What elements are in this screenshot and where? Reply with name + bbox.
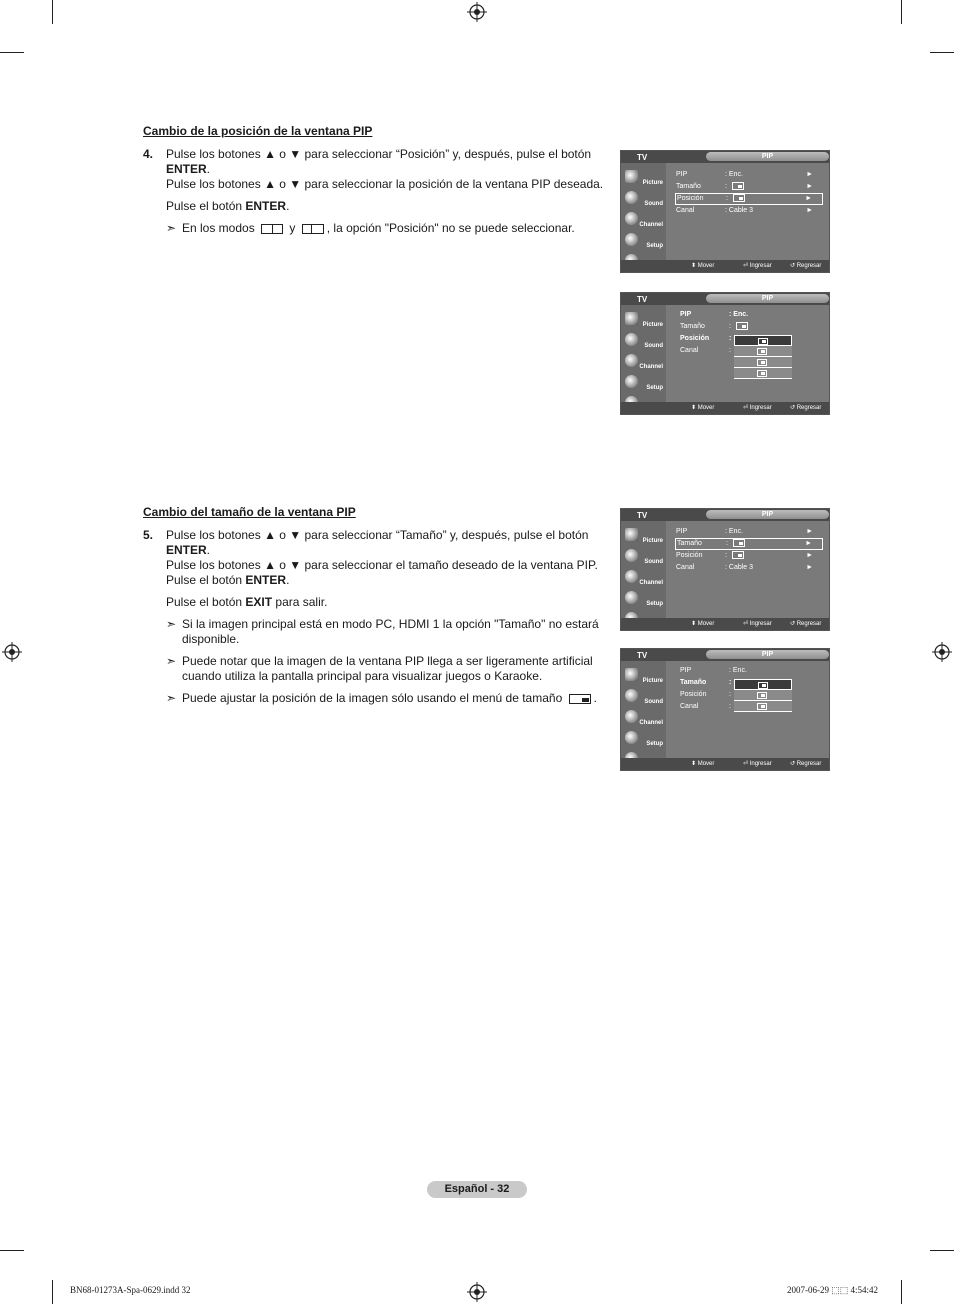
osd-row-position: Posición : ► bbox=[675, 193, 823, 205]
crop-mark bbox=[930, 1250, 954, 1251]
note-arrow-icon: ➣ bbox=[166, 654, 177, 668]
note: ➣ Puede notar que la imagen de la ventana PIP llega a ser ligeramente artificial cuando utiliza la pantalla principal para visualizar juegos o Karaoke. bbox=[166, 654, 593, 683]
osd-side-setup: Setup bbox=[623, 589, 665, 608]
osd-side-picture: Picture bbox=[623, 666, 665, 685]
sound-icon bbox=[625, 333, 638, 346]
osd-row-position: Posición : bbox=[680, 691, 731, 698]
osd-menu bbox=[675, 526, 823, 574]
osd-side-setup: Setup bbox=[623, 373, 665, 392]
osd-nav-back: ↺ Regresar bbox=[790, 263, 822, 269]
registration-mark-icon bbox=[932, 642, 952, 662]
osd-screen-size bbox=[620, 508, 830, 631]
osd-tv-label: TV bbox=[637, 651, 648, 660]
picture-icon bbox=[625, 170, 638, 183]
step-5 bbox=[143, 528, 608, 706]
position-top-left-icon bbox=[757, 348, 767, 355]
osd-side-setup: Setup bbox=[623, 231, 665, 250]
osd-side-channel: Channel bbox=[623, 210, 665, 229]
osd-row-size: Tamaño : ► bbox=[675, 538, 823, 550]
osd-row-pip: PIP : Enc. ► bbox=[676, 528, 813, 535]
osd-sidebar bbox=[621, 521, 666, 618]
file-slug: BN68-01273A-Spa-0629.indd 32 bbox=[70, 1285, 191, 1295]
osd-nav-enter: ⏎ Ingresar bbox=[743, 263, 772, 269]
pip-position-icon bbox=[732, 551, 744, 559]
osd-sidebar bbox=[621, 661, 666, 758]
osd-sidebar bbox=[621, 305, 666, 402]
sound-icon bbox=[625, 191, 638, 204]
picture-icon bbox=[625, 668, 638, 681]
osd-position-dropdown bbox=[734, 335, 792, 379]
osd-row-size: Tamaño : bbox=[680, 679, 732, 686]
channel-icon bbox=[625, 212, 638, 225]
date-slug: 2007-06-29 ⬚⬚ 4:54:42 bbox=[787, 1285, 879, 1295]
osd-nav-back: ↺ Regresar bbox=[790, 761, 822, 767]
sound-icon bbox=[625, 689, 638, 702]
note-arrow-icon: ➣ bbox=[166, 221, 177, 235]
osd-menu bbox=[675, 169, 823, 217]
osd-tv-label: TV bbox=[637, 153, 648, 162]
osd-top-bar bbox=[621, 509, 829, 521]
osd-pip-tab: PIP bbox=[706, 650, 829, 659]
osd-side-picture: Picture bbox=[623, 310, 665, 329]
step-line: Pulse los botones ▲ o ▼ para seleccionar el tamaño deseado de la ventana PIP. Pulse el botón ENTER. bbox=[166, 558, 598, 587]
note: ➣ En los modos y , la opción "Posición" no se puede seleccionar. bbox=[166, 221, 575, 235]
osd-row-pip: PIP : Enc. ► bbox=[676, 171, 813, 178]
registration-mark-icon bbox=[2, 642, 22, 662]
dropdown-option bbox=[734, 679, 792, 690]
osd-nav-back: ↺ Regresar bbox=[790, 621, 822, 627]
osd-pip-tab: PIP bbox=[706, 294, 829, 303]
note-arrow-icon: ➣ bbox=[166, 691, 177, 705]
osd-nav-back: ↺ Regresar bbox=[790, 405, 822, 411]
crop-mark bbox=[901, 1280, 902, 1304]
step-number: 5. bbox=[143, 528, 154, 542]
channel-icon bbox=[625, 570, 638, 583]
pip-size-icon bbox=[733, 539, 745, 547]
channel-icon bbox=[625, 710, 638, 723]
section-title-position: Cambio de la posición de la ventana PIP bbox=[143, 124, 373, 138]
osd-tv-label: TV bbox=[637, 295, 648, 304]
dropdown-option bbox=[734, 346, 792, 357]
step-line: Pulse los botones ▲ o ▼ para seleccionar “Posición” y, después, pulse el botón ENTER. bbox=[166, 147, 592, 176]
setup-icon bbox=[625, 233, 638, 246]
osd-bottom-bar bbox=[621, 402, 829, 414]
osd-side-sound: Sound bbox=[623, 547, 665, 566]
osd-top-bar bbox=[621, 151, 829, 163]
pip-small-size-icon bbox=[569, 694, 591, 704]
osd-top-bar bbox=[621, 293, 829, 305]
osd-nav-move: ⬍ Mover bbox=[691, 405, 715, 411]
picture-icon bbox=[625, 312, 638, 325]
osd-row-channel: Canal : bbox=[680, 703, 731, 710]
note-arrow-icon: ➣ bbox=[166, 617, 177, 631]
channel-icon bbox=[625, 354, 638, 367]
osd-nav-enter: ⏎ Ingresar bbox=[743, 761, 772, 767]
setup-icon bbox=[625, 731, 638, 744]
osd-row-size: Tamaño : ► bbox=[676, 183, 813, 190]
note: ➣ Si la imagen principal está en modo PC, HDMI 1 la opción "Tamaño" no estará disponible. bbox=[166, 617, 599, 646]
osd-row-pip: PIP : Enc. bbox=[680, 667, 747, 674]
step-line: Pulse el botón ENTER. bbox=[166, 199, 290, 213]
osd-side-channel: Channel bbox=[623, 708, 665, 727]
step-line: Pulse los botones ▲ o ▼ para seleccionar “Tamaño” y, después, pulse el botón ENTER. bbox=[166, 528, 589, 557]
pip-size-icon bbox=[736, 322, 748, 330]
osd-nav-move: ⬍ Mover bbox=[691, 761, 715, 767]
dropdown-option bbox=[734, 368, 792, 379]
dropdown-option bbox=[734, 690, 792, 701]
step-line: Pulse los botones ▲ o ▼ para seleccionar la posición de la ventana PIP deseada. bbox=[166, 177, 604, 191]
dropdown-option bbox=[734, 357, 792, 368]
osd-row-size: Tamaño : bbox=[679, 321, 827, 333]
dropdown-option bbox=[734, 701, 792, 712]
osd-row-position: Posición : bbox=[680, 335, 732, 342]
osd-side-sound: Sound bbox=[623, 331, 665, 350]
osd-nav-enter: ⏎ Ingresar bbox=[743, 405, 772, 411]
osd-nav-move: ⬍ Mover bbox=[691, 621, 715, 627]
osd-side-sound: Sound bbox=[623, 687, 665, 706]
step-number: 4. bbox=[143, 147, 154, 161]
crop-mark bbox=[52, 1280, 53, 1304]
osd-bottom-bar bbox=[621, 758, 829, 770]
osd-screen-position bbox=[620, 150, 830, 273]
osd-top-bar bbox=[621, 649, 829, 661]
osd-side-picture: Picture bbox=[623, 526, 665, 545]
osd-row-position: Posición : ► bbox=[676, 552, 813, 559]
osd-bottom-bar bbox=[621, 260, 829, 272]
page-number-badge: Español - 32 bbox=[427, 1181, 527, 1198]
crop-mark bbox=[930, 52, 954, 53]
pip-position-icon bbox=[733, 194, 745, 202]
picture-icon bbox=[625, 528, 638, 541]
osd-screen-position-dropdown bbox=[620, 292, 830, 415]
sound-icon bbox=[625, 549, 638, 562]
osd-side-picture: Picture bbox=[623, 168, 665, 187]
crop-mark bbox=[52, 0, 53, 24]
crop-mark bbox=[901, 0, 902, 24]
setup-icon bbox=[625, 591, 638, 604]
note: ➣ Puede ajustar la posición de la imagen sólo usando el menú de tamaño . bbox=[166, 691, 597, 705]
registration-mark-icon bbox=[467, 2, 487, 22]
position-top-right-icon bbox=[758, 338, 768, 345]
dropdown-option bbox=[734, 335, 792, 346]
osd-nav-move: ⬍ Mover bbox=[691, 263, 715, 269]
size-split-wide-icon bbox=[757, 703, 767, 710]
osd-screen-size-dropdown bbox=[620, 648, 830, 771]
split-screen-wide-mode-icon bbox=[302, 224, 324, 234]
osd-side-channel: Channel bbox=[623, 568, 665, 587]
size-split-icon bbox=[757, 692, 767, 699]
split-screen-mode-icon bbox=[261, 224, 283, 234]
crop-mark bbox=[0, 52, 24, 53]
osd-pip-tab: PIP bbox=[706, 152, 829, 161]
osd-bottom-bar bbox=[621, 618, 829, 630]
registration-mark-icon bbox=[467, 1282, 487, 1302]
osd-size-dropdown bbox=[734, 679, 792, 712]
crop-mark bbox=[0, 1250, 24, 1251]
osd-side-sound: Sound bbox=[623, 189, 665, 208]
position-bottom-right-icon bbox=[757, 370, 767, 377]
step-line: Pulse el botón EXIT para salir. bbox=[166, 595, 328, 609]
pip-size-icon bbox=[732, 182, 744, 190]
osd-row-channel: Canal : Cable 3 ► bbox=[676, 207, 813, 214]
setup-icon bbox=[625, 375, 638, 388]
section-title-size: Cambio del tamaño de la ventana PIP bbox=[143, 505, 356, 519]
size-small-icon bbox=[758, 682, 768, 689]
osd-side-setup: Setup bbox=[623, 729, 665, 748]
osd-sidebar bbox=[621, 163, 666, 260]
step-4 bbox=[143, 147, 608, 236]
osd-row-channel: Canal : bbox=[680, 347, 731, 354]
osd-row-channel: Canal : Cable 3 ► bbox=[676, 564, 813, 571]
osd-side-channel: Channel bbox=[623, 352, 665, 371]
osd-pip-tab: PIP bbox=[706, 510, 829, 519]
osd-nav-enter: ⏎ Ingresar bbox=[743, 621, 772, 627]
osd-tv-label: TV bbox=[637, 511, 648, 520]
osd-row-pip: PIP : Enc. bbox=[680, 311, 749, 318]
position-bottom-left-icon bbox=[757, 359, 767, 366]
